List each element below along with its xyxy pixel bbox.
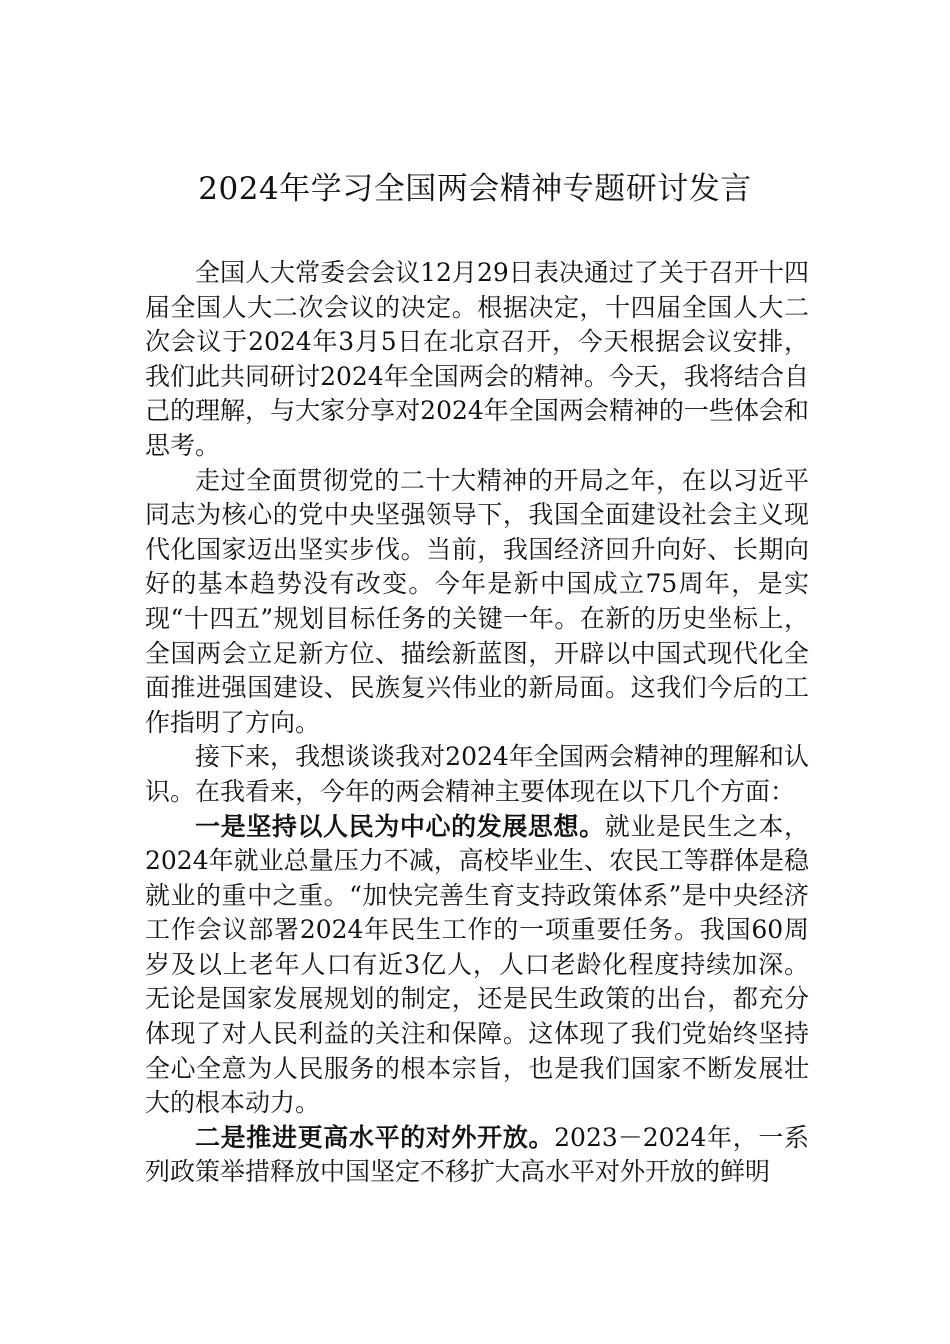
paragraph-5 <box>145 1121 809 1190</box>
paragraph-1-text: 全国人大常委会会议12月29日表决通过了关于召开十四届全国人大二次会议的决定。根据决定，十四届全国人大二次会议于2024年3月5日在北京召开，今天根据会议安排，我们此共同研讨2024年全国两会的精神。今天，我将结合自己的理解，与大家分享对2024年全国两会精神的一些体会和思考。 <box>145 258 809 460</box>
paragraph-3-text: 接下来，我想谈谈我对2024年全国两会精神的理解和认识。在我看来，今年的两会精神主要体现在以下几个方面： <box>145 742 809 806</box>
paragraph-4-lead: 一是坚持以人民为中心的发展思想。 <box>195 811 605 841</box>
paragraph-4-text: 就业是民生之本，2024年就业总量压力不减，高校毕业生、农民工等群体是稳就业的重中之重。“加快完善生育支持政策体系”是中央经济工作会议部署2024年民生工作的一项重要任务。我国60周岁及以上老年人口有近3亿人，人口老龄化程度持续加深。无论是国家发展规划的制定，还是民生政策的出台，都充分体现了对人民利益的关注和保障。这体现了我们党始终坚持全心全意为人民服务的根本宗旨，也是我们国家不断发展壮大的根本动力。 <box>145 811 809 1118</box>
paragraph-5-text: 2023－2024年，一系列政策举措释放中国坚定不移扩大高水平对外开放的鲜明 <box>145 1122 809 1187</box>
paragraph-2 <box>145 464 809 741</box>
paragraph-4 <box>145 810 809 1121</box>
document-body <box>145 256 809 1190</box>
paragraph-2-text: 走过全面贯彻党的二十大精神的开局之年，在以习近平同志为核心的党中央坚强领导下，我国全面建设社会主义现代化国家迈出坚实步伐。当前，我国经济回升向好、长期向好的基本趋势没有改变。今年是新中国成立75周年，是实现“十四五”规划目标任务的关键一年。在新的历史坐标上，全国两会立足新方位、描绘新蓝图，开辟以中国式现代化全面推进强国建设、民族复兴伟业的新局面。这我们今后的工作指明了方向。 <box>145 465 809 737</box>
paragraph-5-lead: 二是推进更高水平的对外开放。 <box>195 1122 555 1152</box>
paragraph-3 <box>145 740 809 809</box>
paragraph-1 <box>145 256 809 464</box>
document-title: 2024年学习全国两会精神专题研讨发言 <box>198 171 752 207</box>
